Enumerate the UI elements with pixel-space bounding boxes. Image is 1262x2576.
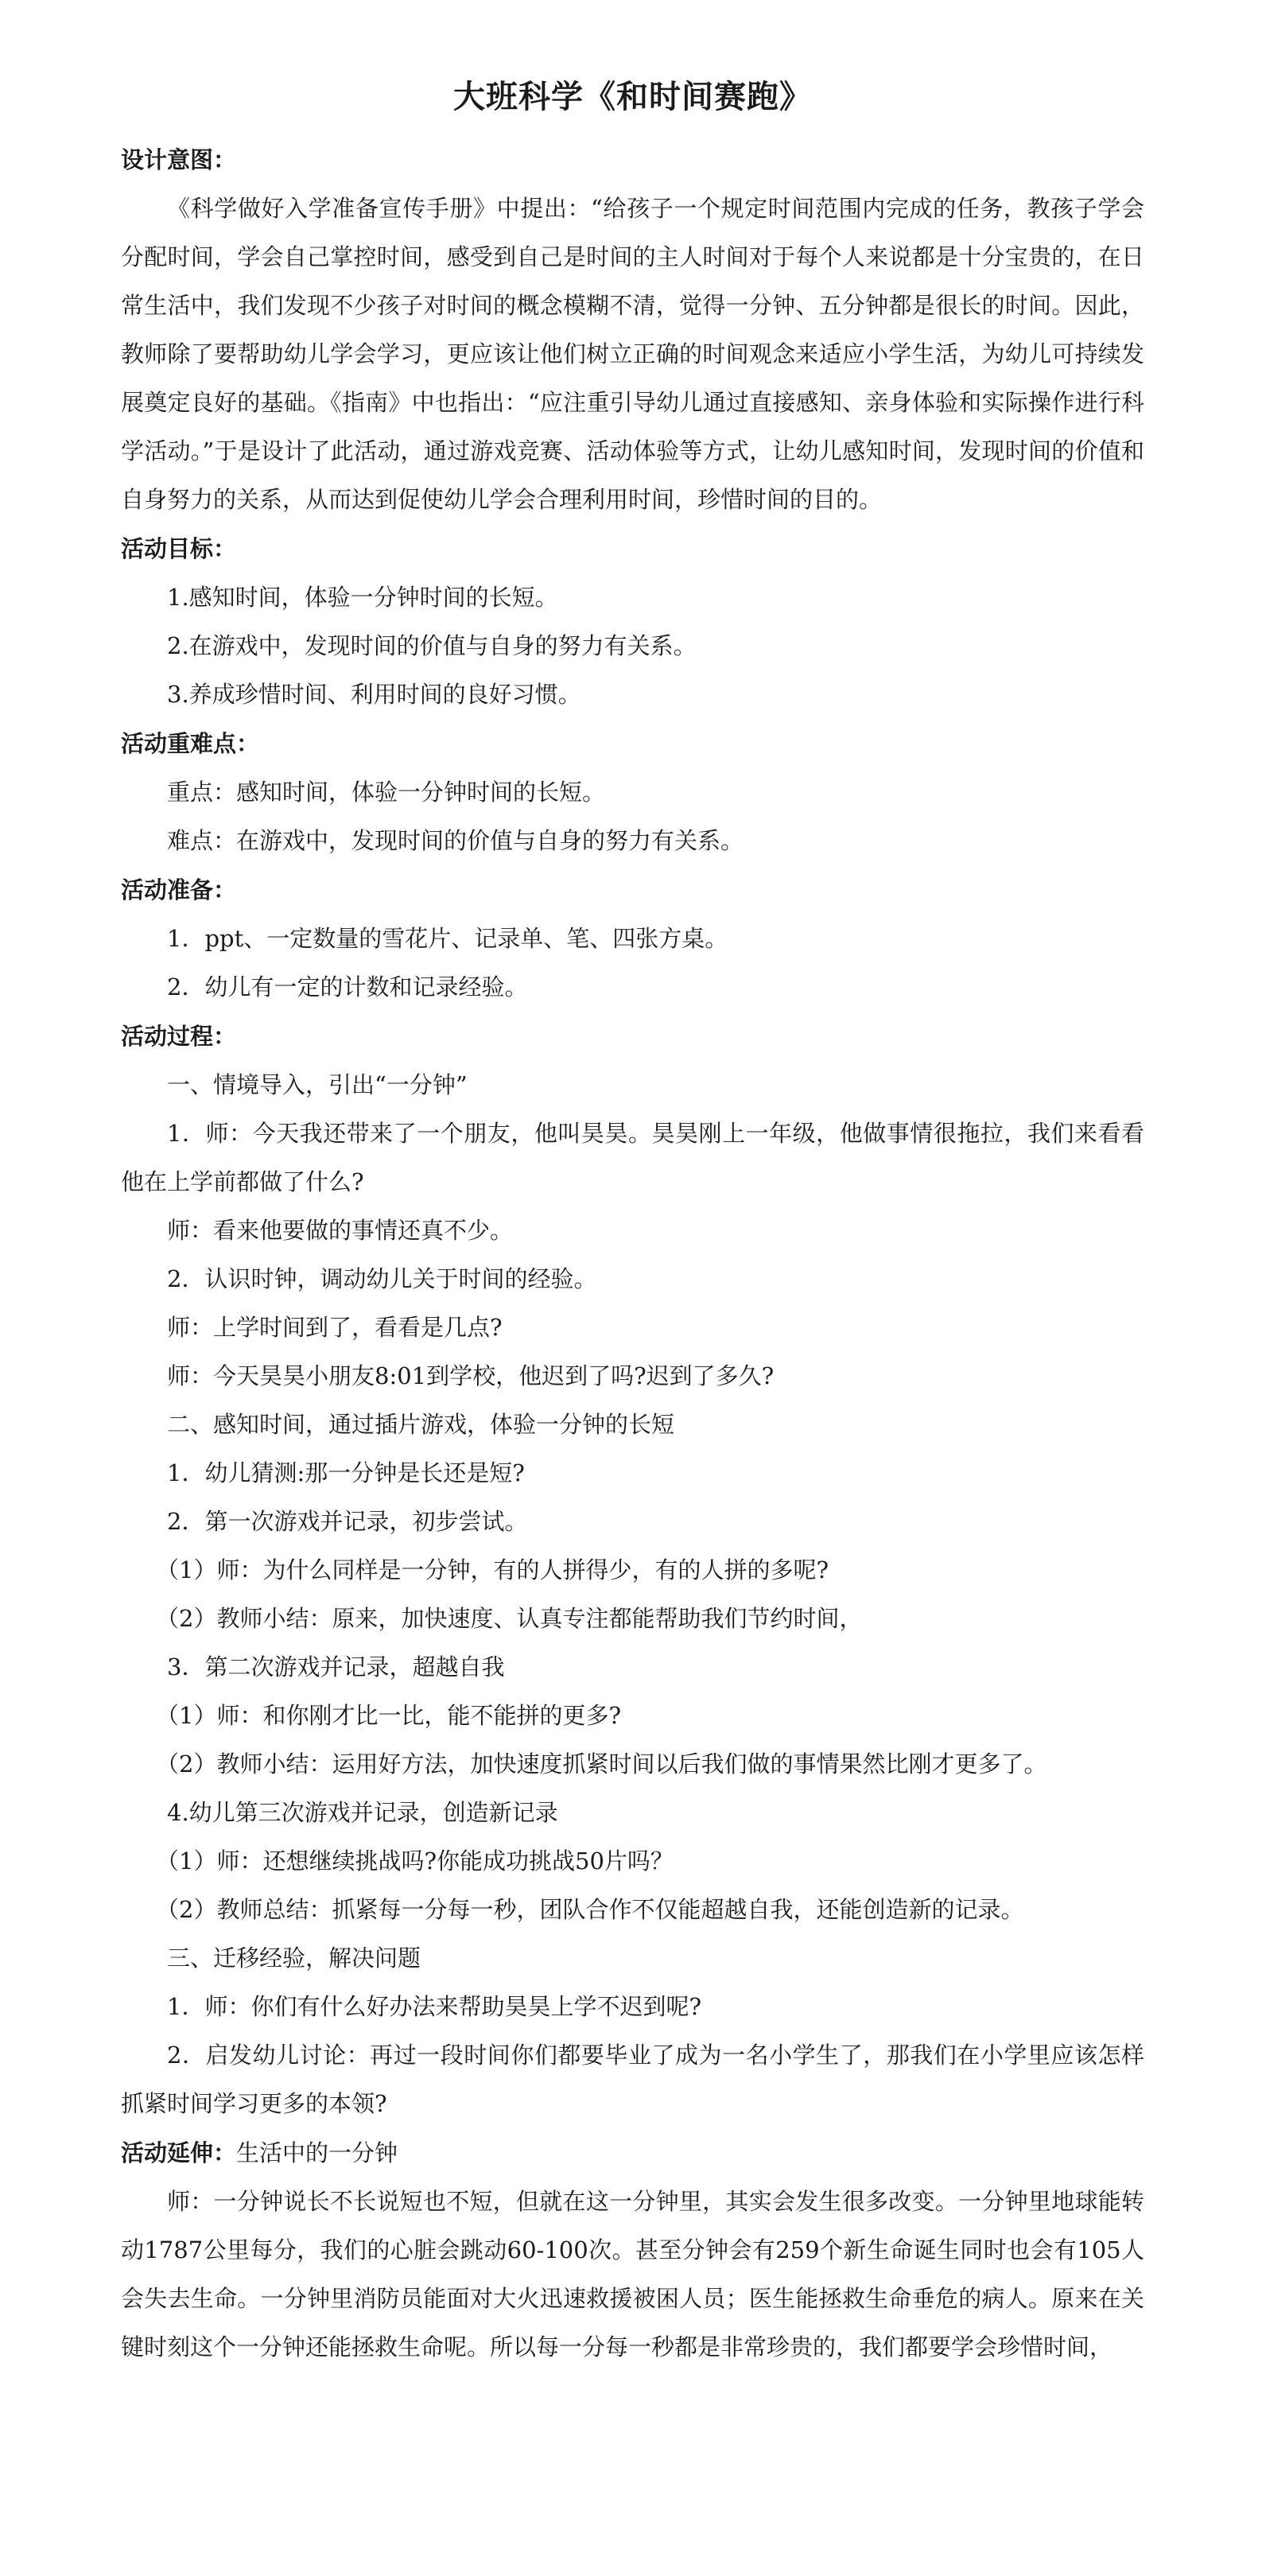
process-line: 师：看来他要做的事情还真不少。 <box>167 1217 514 1244</box>
process-step: 2．第一次游戏并记录，初步尝试。 <box>167 1508 528 1535</box>
process-substep: （2）教师总结：抓紧每一分每一秒，团队合作不仅能超越自我，还能创造新的记录。 <box>156 1896 1024 1923</box>
extension-paragraph: 师：一分钟说长不长说短也不短，但就在这一分钟里，其实会发生很多改变。一分钟里地球能转动1787公里每分，我们的心脏会跳动60-100次。甚至分钟会有259个新生命诞生同时也会有105人会失去生命。一分钟里消防员能面对大火迅速救援被困人员；医生能拯救生命垂危的病人。原来在关键时刻这个一分钟还能拯救生命呢。所以每一分每一秒都是非常珍贵的，我们都要学会珍惜时间， <box>121 2188 1144 2360</box>
design-intent-section <box>121 135 1144 524</box>
process-section3-title: 三、迁移经验，解决问题 <box>167 1945 421 1972</box>
process-substep: （2）教师小结：运用好方法，加快速度抓紧时间以后我们做的事情果然比刚才更多了。 <box>156 1750 1047 1778</box>
key-points-section <box>121 719 1144 865</box>
process-line: 1．师：你们有什么好办法来帮助昊昊上学不迟到呢? <box>167 1993 701 2020</box>
process-section2-title: 二、感知时间，通过插片游戏，体验一分钟的长短 <box>167 1411 675 1438</box>
key-point-item: 难点：在游戏中，发现时间的价值与自身的努力有关系。 <box>167 827 744 854</box>
process-section <box>121 1012 1144 2128</box>
process-substep: （1）师：和你刚才比一比，能不能拼的更多? <box>156 1702 621 1729</box>
goal-item: 1.感知时间，体验一分钟时间的长短。 <box>167 584 558 611</box>
extension-heading <box>121 2128 1144 2178</box>
preparation-item: 2．幼儿有一定的计数和记录经验。 <box>167 973 528 1000</box>
process-step: 1．幼儿猜测:那一分钟是长还是短? <box>167 1459 525 1486</box>
preparation-heading: 活动准备： <box>121 876 237 903</box>
key-points-heading: 活动重难点： <box>121 730 260 757</box>
process-line: 1．师：今天我还带来了一个朋友，他叫昊昊。昊昊刚上一年级，他做事情很拖拉，我们来看看他在上学前都做了什么? <box>121 1120 1144 1195</box>
goals-section <box>121 524 1144 719</box>
process-step: 3．第二次游戏并记录，超越自我 <box>167 1653 505 1680</box>
preparation-section <box>121 865 1144 1012</box>
key-point-item: 重点：感知时间，体验一分钟时间的长短。 <box>167 779 606 806</box>
design-intent-heading: 设计意图： <box>121 146 237 173</box>
process-line: 师：今天昊昊小朋友8:01到学校，他迟到了吗?迟到了多久? <box>167 1362 775 1389</box>
preparation-item: 1．ppt、一定数量的雪花片、记录单、笔、四张方桌。 <box>167 925 728 952</box>
process-section1-title: 一、情境导入，引出“一分钟” <box>167 1071 468 1098</box>
extension-section <box>121 2128 1144 2372</box>
design-intent-paragraph: 《科学做好入学准备宣传手册》中提出：“给孩子一个规定时间范围内完成的任务，教孩子学会分配时间，学会自己掌控时间，感受到自己是时间的主人时间对于每个人来说都是十分宝贵的，在日常生活中，我们发现不少孩子对时间的概念模糊不清，觉得一分钟、五分钟都是很长的时间。因此，教师除了要帮助幼儿学会学习，更应该让他们树立正确的时间观念来适应小学生活，为幼儿可持续发展奠定良好的基础。《指南》中也指出：“应注重引导幼儿通过直接感知、亲身体验和实际操作进行科学活动。”于是设计了此活动，通过游戏竞赛、活动体验等方式，让幼儿感知时间，发现时间的价值和自身努力的关系，从而达到促使幼儿学会合理利用时间，珍惜时间的目的。 <box>121 195 1144 513</box>
document-title: 大班科学《和时间赛跑》 <box>453 79 812 115</box>
process-step: 4.幼儿第三次游戏并记录，创造新记录 <box>167 1799 558 1826</box>
extension-heading-topic: 生活中的一分钟 <box>236 2139 398 2166</box>
extension-heading-label: 活动延伸： <box>121 2139 237 2166</box>
process-line: 2．启发幼儿讨论：再过一段时间你们都要毕业了成为一名小学生了，那我们在小学里应该怎样抓紧时间学习更多的本领? <box>121 2042 1144 2117</box>
process-line: 师：上学时间到了，看看是几点? <box>167 1314 503 1341</box>
goal-item: 3.养成珍惜时间、利用时间的良好习惯。 <box>167 681 581 708</box>
process-line: 2．认识时钟，调动幼儿关于时间的经验。 <box>167 1265 597 1292</box>
process-substep: （1）师：还想继续挑战吗?你能成功挑战50片吗？ <box>156 1847 674 1875</box>
process-heading: 活动过程： <box>121 1023 237 1050</box>
goals-heading: 活动目标： <box>121 535 237 562</box>
process-substep: （1）师：为什么同样是一分钟，有的人拼得少，有的人拼的多呢? <box>156 1556 829 1583</box>
goal-item: 2.在游戏中，发现时间的价值与自身的努力有关系。 <box>167 632 697 659</box>
process-substep: （2）教师小结：原来，加快速度、认真专注都能帮助我们节约时间， <box>156 1605 863 1632</box>
